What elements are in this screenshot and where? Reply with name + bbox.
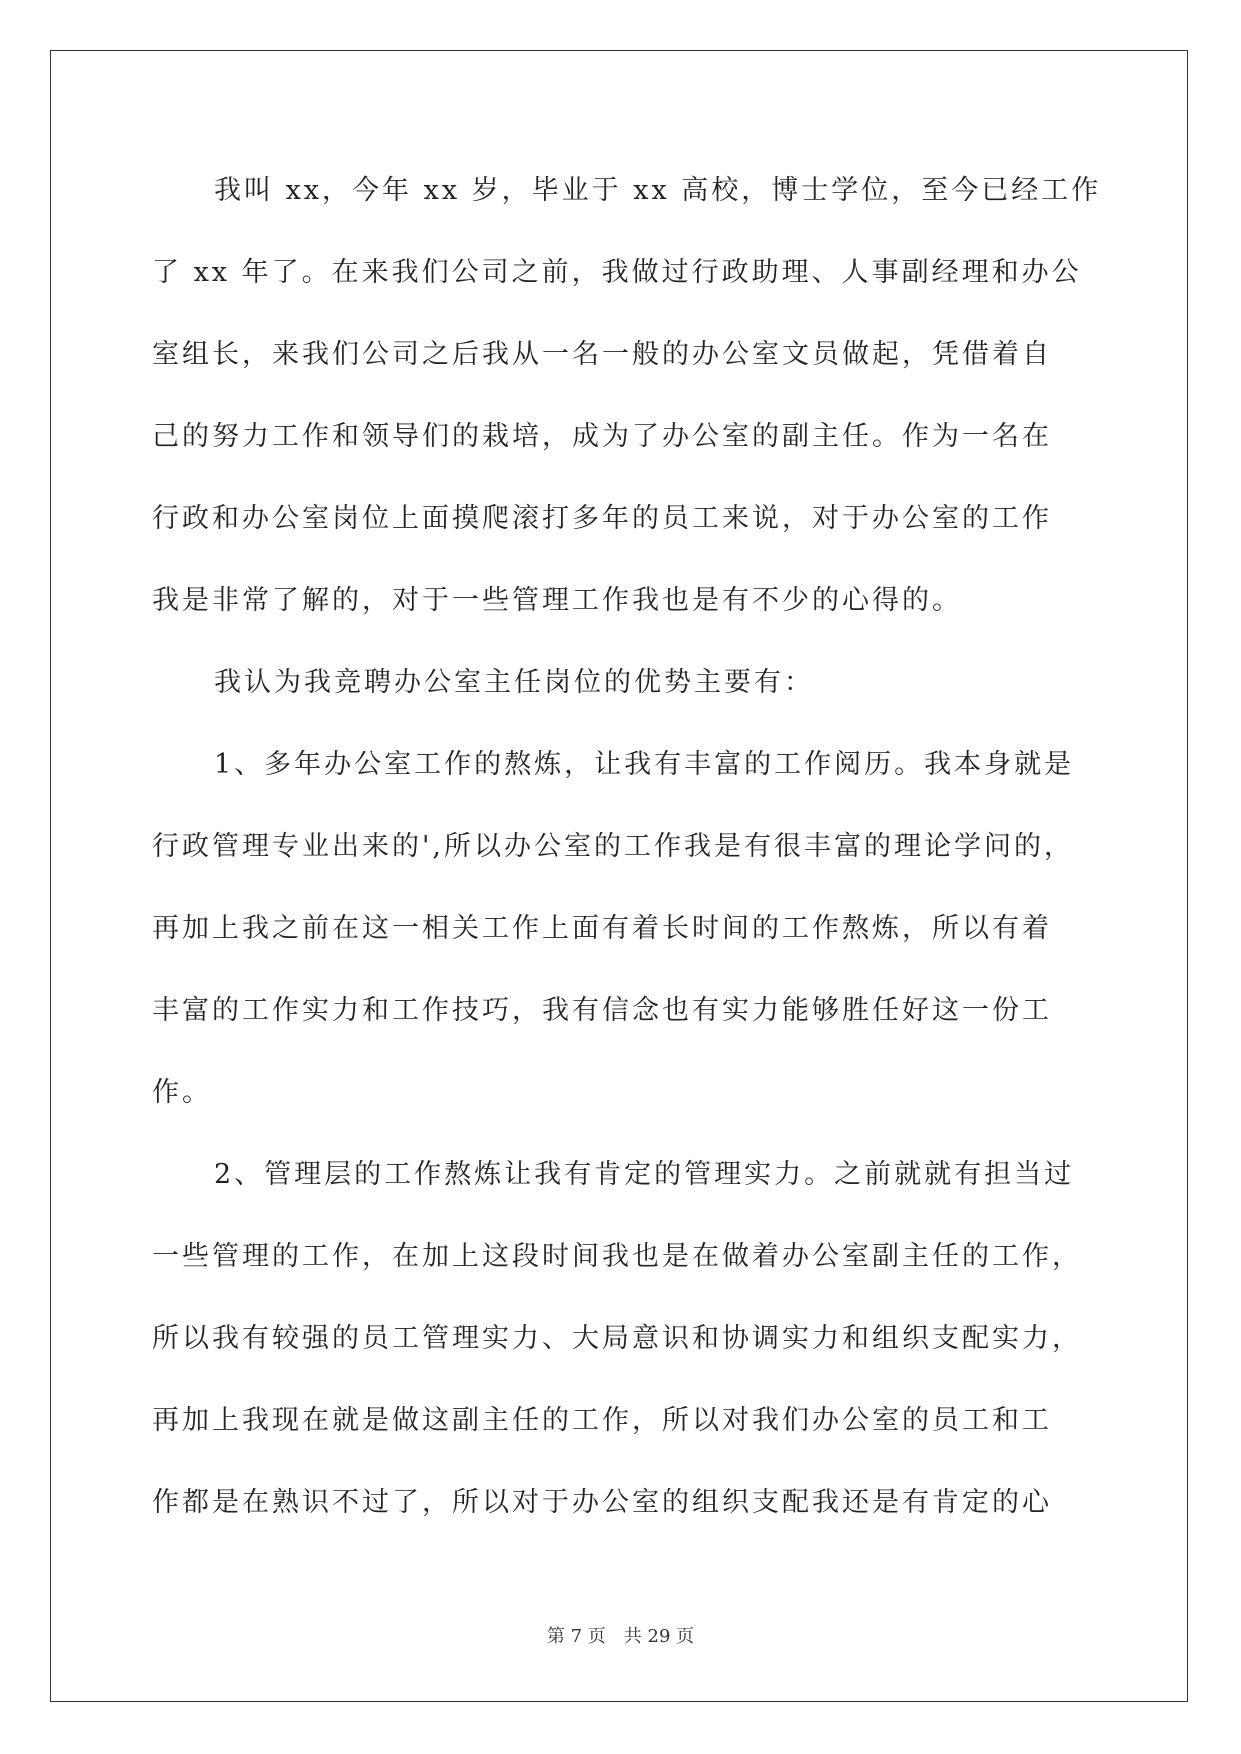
page-number: 第 7 页 bbox=[546, 1626, 606, 1647]
paragraph-3-line-4: 丰富的工作实力和工作技巧，我有信念也有实力能够胜任好这一份工 bbox=[152, 995, 1052, 1026]
paragraph-4-line-1: 2、管理层的工作熬炼让我有肯定的管理实力。之前就就有担当过 bbox=[214, 1159, 1075, 1190]
paragraph-3-line-5: 作。 bbox=[152, 1077, 212, 1108]
body-text bbox=[152, 166, 1102, 1560]
paragraph-1-line-2: 了 xx 年了。在来我们公司之前，我做过行政助理、人事副经理和办公 bbox=[152, 257, 1082, 288]
paragraph-3-line-1: 1、多年办公室工作的熬炼，让我有丰富的工作阅历。我本身就是 bbox=[214, 749, 1075, 780]
paragraph-3-line-2: 行政管理专业出来的',所以办公室的工作我是有很丰富的理论学问的， bbox=[152, 831, 1075, 862]
page-total: 共 29 页 bbox=[623, 1626, 695, 1647]
paragraph-1-line-3: 室组长，来我们公司之后我从一名一般的办公室文员做起，凭借着自 bbox=[152, 339, 1052, 370]
paragraph-4-line-2: 一些管理的工作，在加上这段时间我也是在做着办公室副主任的工作， bbox=[152, 1241, 1082, 1272]
paragraph-1-line-5: 行政和办公室岗位上面摸爬滚打多年的员工来说，对于办公室的工作 bbox=[152, 503, 1052, 534]
page-footer bbox=[0, 1622, 1241, 1648]
paragraph-4-line-5: 作都是在熟识不过了，所以对于办公室的组织支配我还是有肯定的心 bbox=[152, 1487, 1052, 1518]
paragraph-1-line-4: 己的努力工作和领导们的栽培，成为了办公室的副主任。作为一名在 bbox=[152, 421, 1052, 452]
paragraph-2-line-1: 我认为我竞聘办公室主任岗位的优势主要有： bbox=[214, 667, 814, 698]
paragraph-1-line-6: 我是非常了解的，对于一些管理工作我也是有不少的心得的。 bbox=[152, 585, 962, 616]
paragraph-4-line-4: 再加上我现在就是做这副主任的工作，所以对我们办公室的员工和工 bbox=[152, 1405, 1052, 1436]
paragraph-1-line-1: 我叫 xx，今年 xx 岁，毕业于 xx 高校，博士学位，至今已经工作 bbox=[214, 175, 1102, 206]
paragraph-4-line-3: 所以我有较强的员工管理实力、大局意识和协调实力和组织支配实力， bbox=[152, 1323, 1082, 1354]
paragraph-3-line-3: 再加上我之前在这一相关工作上面有着长时间的工作熬炼，所以有着 bbox=[152, 913, 1052, 944]
